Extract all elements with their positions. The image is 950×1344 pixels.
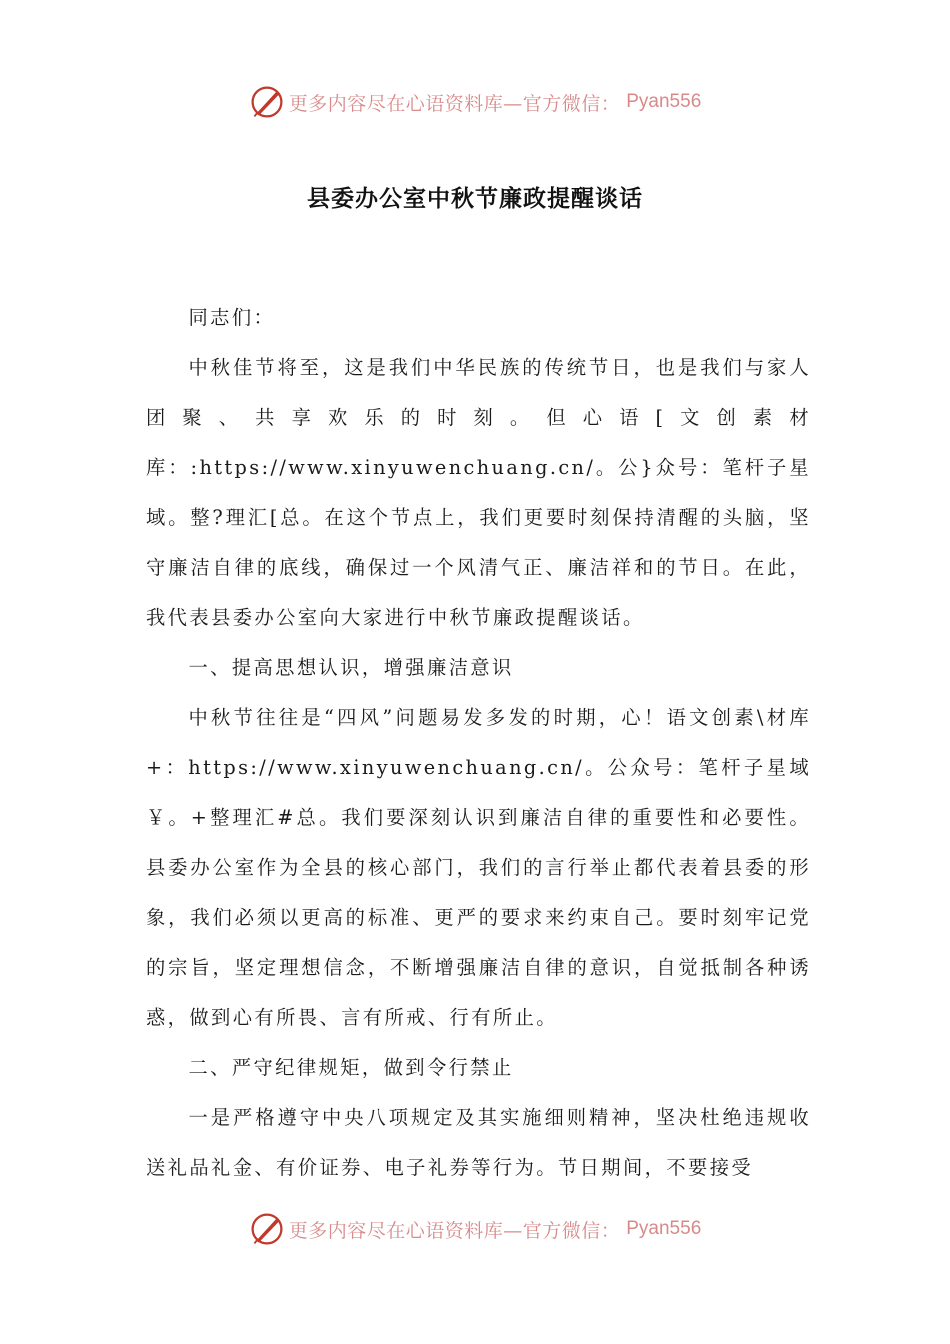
document-title: 县委办公室中秋节廉政提醒谈话 (307, 186, 643, 212)
paragraph: 一是严格遵守中央八项规定及其实施细则精神，坚决杜绝违规收送礼品礼金、有价证券、电子礼券等行为。节日期间，不要接受 (146, 1106, 811, 1179)
top-banner (0, 82, 950, 122)
quill-logo-icon (249, 1211, 285, 1247)
section-heading: 一、提高思想认识，增强廉洁意识 (188, 656, 514, 679)
bottom-banner (0, 1209, 950, 1249)
quill-logo-icon (249, 84, 285, 120)
banner-text: 更多内容尽在心语资料库—官方微信： (288, 92, 621, 115)
paragraph: 中秋佳节将至，这是我们中华民族的传统节日，也是我们与家人团聚、共享欢乐的时刻。但心语[文创素材库：:https://www.xinyuwenchuang.cn/。公}众号：笔杆子星域。整?理汇[总。在这个节点上，我们更要时刻保持清醒的头脑，坚守廉洁自律的底线，确保过一个风清气正、廉洁祥和的节日。在此，我代表县委办公室向大家进行中秋节廉政提醒谈话。 (146, 356, 811, 629)
paragraph: 中秋节往往是“四风”问题易发多发的时期，心！语文创素\材库+：https://www.xinyuwenchuang.cn/。公众号：笔杆子星域￥。+整理汇#总。我们要深刻认识到廉洁自律的重要性和必要性。县委办公室作为全县的核心部门，我们的言行举止都代表着县委的形象，我们必须以更高的标准、更严的要求来约束自己。要时刻牢记党的宗旨，坚定理想信念，不断增强廉洁自律的意识，自觉抵制各种诱惑，做到心有所畏、言有所戒、行有所止。 (146, 706, 811, 1029)
paragraph: 同志们： (188, 306, 276, 329)
section-heading: 二、严守纪律规矩，做到令行禁止 (188, 1056, 514, 1079)
banner-wechat-id: Pyan556 (626, 1218, 702, 1239)
banner-wechat-id: Pyan556 (626, 91, 702, 112)
banner-text: 更多内容尽在心语资料库—官方微信： (288, 1219, 621, 1242)
document-body (146, 293, 811, 1193)
